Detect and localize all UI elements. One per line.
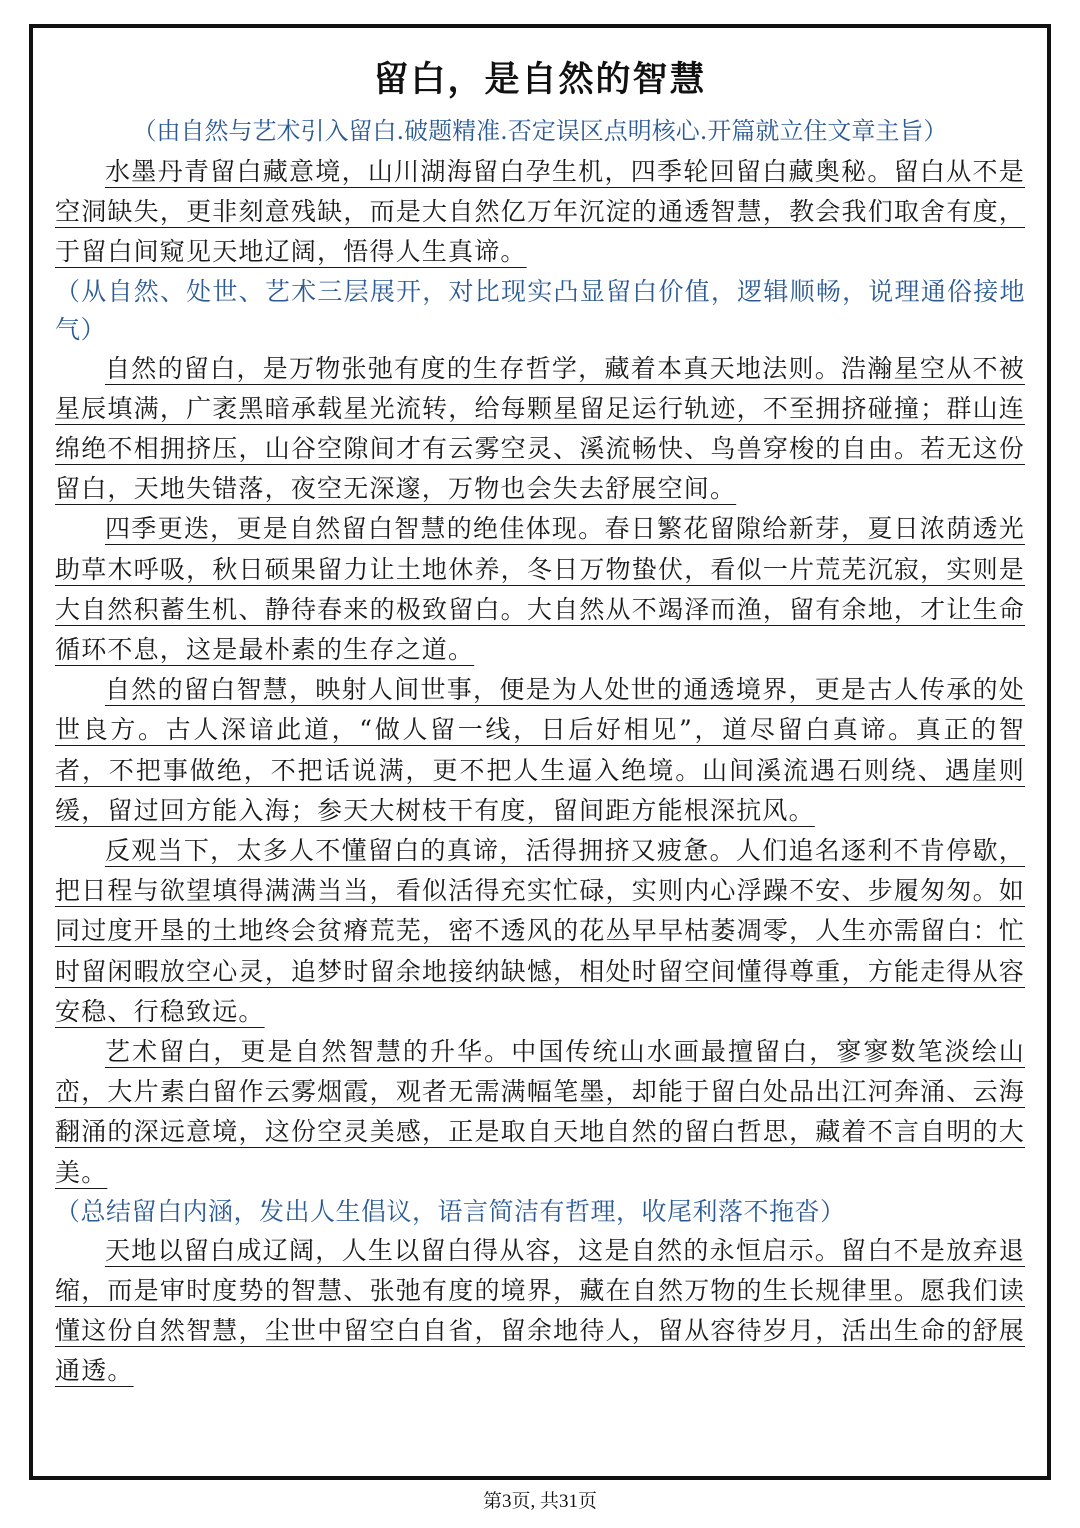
page-number: 第3页, 共31页 <box>482 1491 597 1512</box>
paragraph-2: 自然的留白，是万物张弛有度的生存哲学，藏着本真天地法则。浩瀚星空从不被星辰填满，广袤黑暗承载星光流转，给每颗星留足运行轨迹，不至拥挤碰撞；群山连绵绝不相拥挤压，山谷空隙间才有云雾空灵、溪流畅快、鸟兽穿梭的自由。若无这份留白，天地失错落，夜空无深邃，万物也会失去舒展空间。 <box>55 353 1025 504</box>
paragraph-3: 四季更迭，更是自然留白智慧的绝佳体现。春日繁花留隙给新芽，夏日浓荫透光助草木呼吸，秋日硕果留力让土地休养，冬日万物蛰伏，看似一片荒芜沉寂，实则是大自然积蓄生机、静待春来的极致留白。大自然从不竭泽而渔，留有余地，才让生命循环不息，这是最朴素的生存之道。 <box>55 514 1025 665</box>
essay-title: 留白，是自然的智慧 <box>373 60 707 100</box>
paragraph-4: 自然的留白智慧，映射人间世事，便是为人处世的通透境界，更是古人传承的处世良方。古人深谙此道，“做人留一线，日后好相见”，道尽留白真谛。真正的智者，不把事做绝，不把话说满，更不把人生逼入绝境。山间溪流遇石则绕、遇崖则缓，留过回方能入海；参天大树枝干有度，留间距方能根深抗风。 <box>55 675 1025 825</box>
annotation-body: （从自然、处世、艺术三层展开，对比现实凸显留白价值，逻辑顺畅，说理通俗接地气） <box>55 276 1025 344</box>
paragraph-6: 艺术留白，更是自然智慧的升华。中国传统山水画最擅留白，寥寥数笔淡绘山峦，大片素白留作云雾烟霞，观者无需满幅笔墨，却能于留白处品出江河奔涌、云海翻涌的深远意境，这份空灵美感，正是取自天地自然的留白哲思，藏着不言自明的大美。 <box>55 1037 1025 1187</box>
paragraph-5: 反观当下，太多人不懂留白的真谛，活得拥挤又疲惫。人们追名逐利不肯停歇，把日程与欲望填得满满当当，看似活得充实忙碌，实则内心浮躁不安、步履匆匆。如同过度开垦的土地终会贫瘠荒芜，密不透风的花丛早早枯萎凋零，人生亦需留白：忙时留闲暇放空心灵，追梦时留余地接纳缺憾，相处时留空间懂得尊重，方能走得从容安稳、行稳致远。 <box>55 836 1025 1026</box>
annotation-conclusion: （总结留白内涵，发出人生倡议，语言简洁有哲理，收尾利落不拖沓） <box>55 1196 846 1226</box>
document-page <box>29 24 1051 1480</box>
annotation-intro: （由自然与艺术引入留白.破题精准.否定误区点明核心.开篇就立住文章主旨） <box>132 117 948 145</box>
paragraph-7: 天地以留白成辽阔，人生以留白得从容，这是自然的永恒启示。留白不是放弃退缩，而是审时度势的智慧、张弛有度的境界，藏在自然万物的生长规律里。愿我们读懂这份自然智慧，尘世中留空白自省，留余地待人，留从容待岁月，活出生命的舒展通透。 <box>55 1235 1025 1386</box>
paragraph-1: 水墨丹青留白藏意境，山川湖海留白孕生机，四季轮回留白藏奥秘。留白从不是空洞缺失，更非刻意残缺，而是大自然亿万年沉淀的通透智慧，教会我们取舍有度，于留白间窥见天地辽阔，悟得人生真谛。 <box>55 157 1025 267</box>
